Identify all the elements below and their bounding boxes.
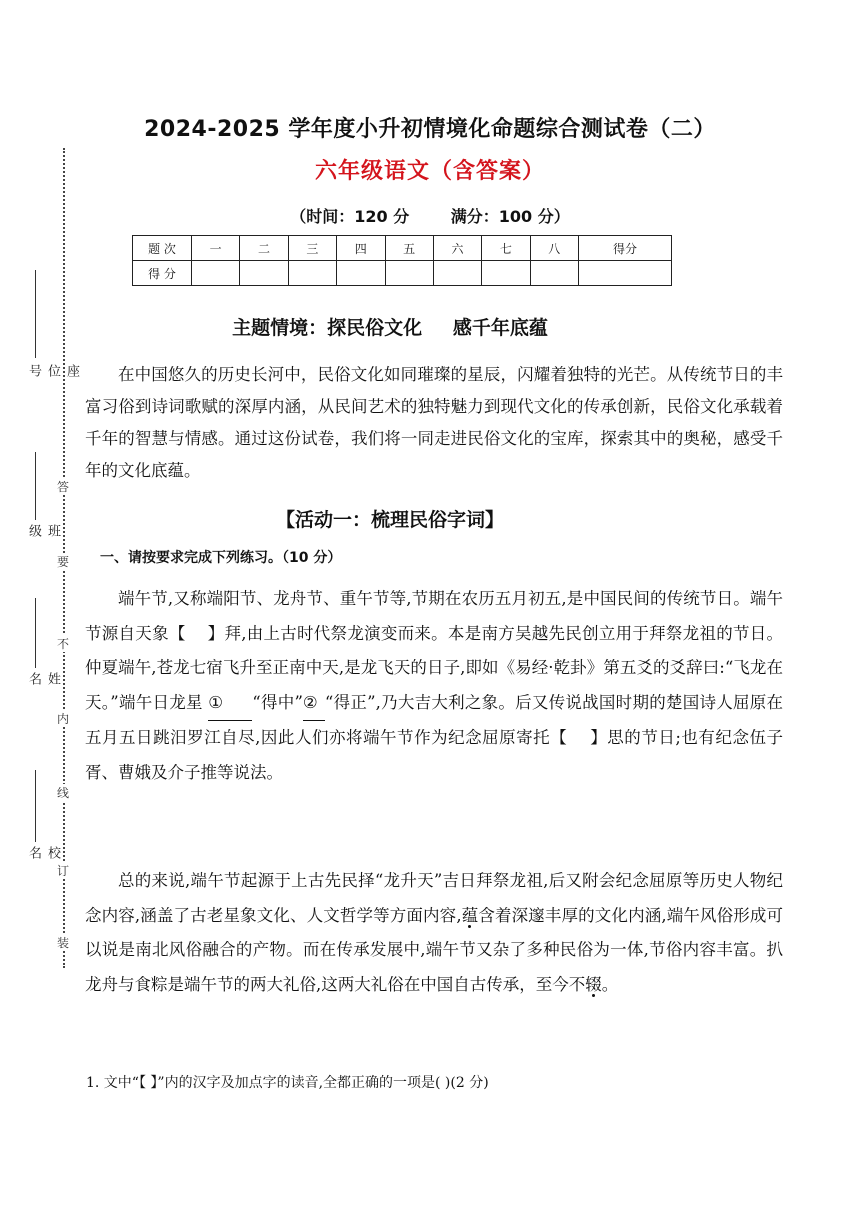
exam-meta xyxy=(0,204,860,227)
score-input-cell xyxy=(385,261,433,286)
score-table-cell: 八 xyxy=(530,236,578,261)
side-seat-label: 座位号 xyxy=(26,364,79,379)
blank-2 xyxy=(303,686,325,722)
passage-text: 总的来说,端午节起源于上古先民择“龙升天”吉日拜祭龙祖,后又附会纪念屈原等历史人物纪念内容,涵盖了古老星象文化、人文哲学等方面内容, xyxy=(85,871,783,925)
blank-1 xyxy=(208,686,252,722)
side-warn-char: 不 xyxy=(57,637,70,651)
score-input-cell xyxy=(288,261,336,286)
side-name-label: 姓名 xyxy=(26,672,60,687)
side-warn-char: 答 xyxy=(57,480,70,494)
activity-title: 【活动一：梳理民俗字词】 xyxy=(275,509,504,531)
theme-heading xyxy=(0,313,780,340)
passage-text: 】思的节日;也有纪念伍子胥、曹娥及介子推等说法。 xyxy=(85,728,784,782)
score-table-header-row xyxy=(133,236,672,261)
score-input-cell xyxy=(337,261,385,286)
dotted-char: 辍 xyxy=(585,974,602,994)
side-warn-char: 内 xyxy=(57,712,70,726)
score-table xyxy=(132,235,672,286)
score-table-cell: 二 xyxy=(240,236,288,261)
dotted-char: 蕴 xyxy=(461,905,479,925)
exam-time: （时间：120 分 xyxy=(290,207,410,226)
side-warn-char: 装 xyxy=(57,936,70,950)
score-input-cell xyxy=(482,261,530,286)
question-1: 1. 文中“【 】”内的汉字及加点字的读音,全都正确的一项是( )(2 分) xyxy=(86,1075,489,1091)
passage-text: 。 xyxy=(601,974,619,994)
score-table-cell: 一 xyxy=(192,236,240,261)
score-input-cell xyxy=(192,261,240,286)
score-input-cell xyxy=(433,261,481,286)
score-table-cell: 七 xyxy=(482,236,530,261)
side-class-label: 班级 xyxy=(26,524,60,539)
passage-paragraph-2 xyxy=(85,864,783,1002)
side-warn-char: 订 xyxy=(57,864,70,878)
theme-left: 主题情境：探民俗文化 xyxy=(232,317,423,339)
score-input-cell xyxy=(579,261,672,286)
exam-full-score: 满分：100 分） xyxy=(450,207,570,226)
side-warn-char: 线 xyxy=(57,786,70,800)
score-table-score-row xyxy=(133,261,672,286)
passage-text: 】拜,由上古时代祭龙演变而来。本是南方吴越先民创立用于拜祭龙祖的节日。仲夏端午,苍龙七宿飞升至正南中天,是龙飞天的日子,即如《易经·乾卦》第五爻的爻辞曰:“飞龙在天。”端午日龙星 xyxy=(85,623,784,712)
score-table-cell: 六 xyxy=(433,236,481,261)
side-warn-char: 要 xyxy=(57,555,70,569)
blank-1-label: ① xyxy=(208,692,224,712)
score-table-cell: 得 分 xyxy=(133,261,192,286)
passage-text: “得正”,乃大吉大利之象。后又传说战国时期的楚国诗人屈原在五月五日跳汨罗江自尽,因此人们亦将端午节作为纪念屈原寄托【 xyxy=(85,692,784,747)
passage-text: 端午节,又称端阳节、龙舟节、重午节等,节期在农历五月初五,是中国民间的传统节日。端午节源自天象【 xyxy=(85,589,783,643)
exam-title: 2024-2025 学年度小升初情境化命题综合测试卷（二） xyxy=(144,117,716,142)
score-input-cell xyxy=(240,261,288,286)
side-school-label: 校名 xyxy=(26,846,60,861)
score-table-cell: 五 xyxy=(385,236,433,261)
theme-right: 感千年底蕴 xyxy=(452,317,548,339)
blank-2-label: ② xyxy=(302,692,318,712)
score-input-cell xyxy=(530,261,578,286)
score-table-cell: 四 xyxy=(337,236,385,261)
score-table-cell: 得分 xyxy=(579,236,672,261)
passage-paragraph-1 xyxy=(85,582,783,790)
passage-text: 含着深邃丰厚的文化内涵,端午风俗形成可以说是南北风俗融合的产物。而在传承发展中,端午节又杂了多种民俗为一体,节俗内容丰富。扒龙舟与食粽是端午节的两大礼俗,这两大礼俗在中国自古传承，至今不 xyxy=(85,905,784,994)
exam-subtitle: 六年级语文（含答案） xyxy=(314,159,545,184)
section-title: 一、请按要求完成下列练习。（10 分） xyxy=(100,550,342,566)
score-table-cell: 题 次 xyxy=(133,236,192,261)
intro-paragraph: 在中国悠久的历史长河中，民俗文化如同璀璨的星辰，闪耀着独特的光芒。从传统节日的丰富习俗到诗词歌赋的深厚内涵，从民间艺术的独特魅力到现代文化的传承创新，民俗文化承载着千年的智慧与情感。通过这份试卷，我们将一同走进民俗文化的宝库，探索其中的奥秘，感受千年的文化底蕴。 xyxy=(85,365,783,480)
score-table-cell: 三 xyxy=(288,236,336,261)
passage-text: “得中” xyxy=(252,692,303,712)
